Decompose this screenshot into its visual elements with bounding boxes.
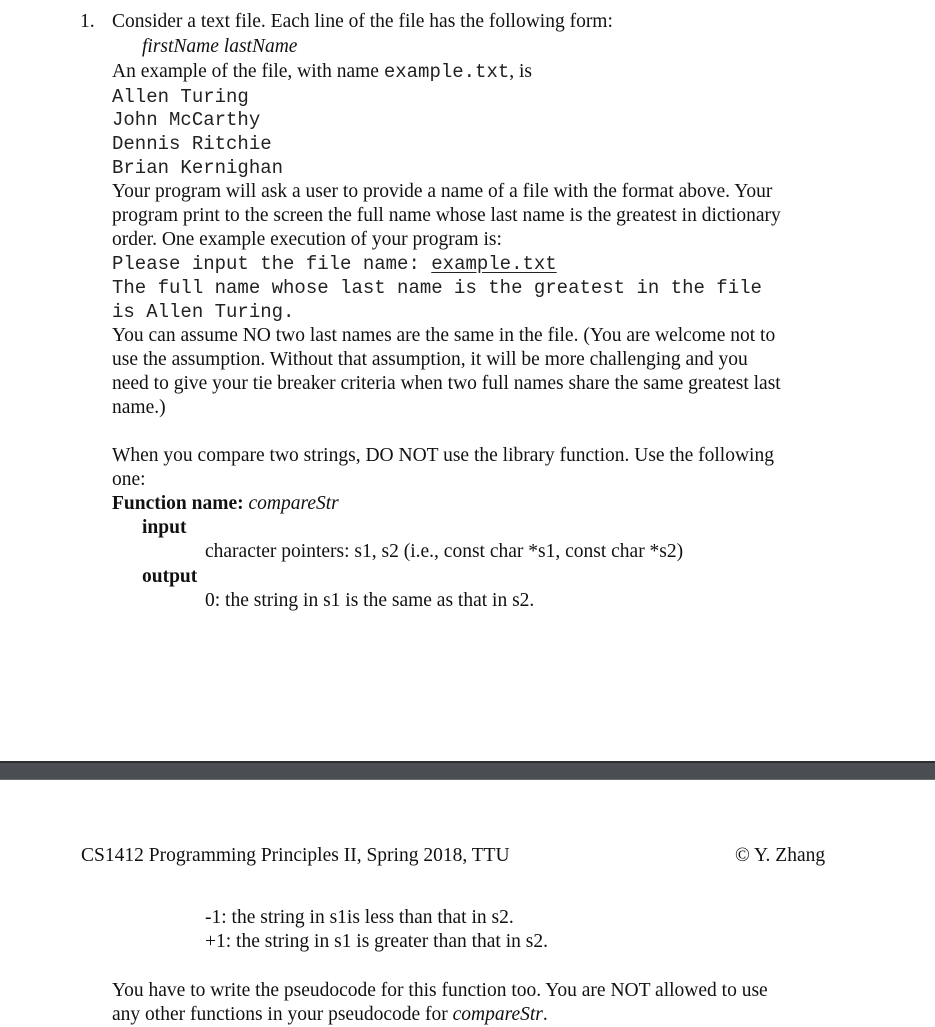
pseudocode-prefix: any other functions in your pseudocode for <box>112 1004 453 1025</box>
input-description: character pointers: s1, s2 (i.e., const char *s1, const char *s2) <box>205 541 684 562</box>
pseudocode-line <box>112 1003 548 1027</box>
assumption-line: You can assume NO two last names are the same in the file. (You are welcome not to <box>112 325 776 346</box>
exec-input: example.txt <box>431 253 557 275</box>
example-prefix: An example of the file, with name <box>112 61 384 82</box>
assumption-line: need to give your tie breaker criteria when two full names share the same greatest last <box>112 373 781 394</box>
output-description: +1: the string in s1 is greater than that in s2. <box>205 931 548 952</box>
assumption-line: use the assumption. Without that assumption, it will be more challenging and you <box>112 349 748 370</box>
file-line: John McCarthy <box>112 109 261 131</box>
file-line: Allen Turing <box>112 86 249 108</box>
footer-author: © Y. Zhang <box>735 845 826 866</box>
function-name: compareStr <box>248 493 339 514</box>
file-line: Brian Kernighan <box>112 157 284 179</box>
compare-line: one: <box>112 469 146 490</box>
page-break-divider <box>0 761 935 780</box>
pseudocode-suffix: . <box>542 1004 548 1025</box>
output-description: -1: the string in s1is less than that in s2. <box>205 907 514 928</box>
exec-prompt: Please input the file name: <box>112 253 432 275</box>
question-number: 1. <box>80 11 95 32</box>
description-line: Your program will ask a user to provide a name of a file with the format above. Your <box>112 181 773 202</box>
example-filename: example.txt <box>383 61 510 83</box>
output-description: 0: the string in s1 is the same as that in s2. <box>205 590 535 611</box>
example-suffix: , is <box>509 61 533 82</box>
description-line: program print to the screen the full name whose last name is the greatest in dictionary <box>112 205 781 226</box>
exec-output-line: is Allen Turing. <box>112 301 295 323</box>
exec-prompt-line <box>112 252 557 276</box>
compare-line: When you compare two strings, DO NOT use the library function. Use the following <box>112 445 774 466</box>
pseudocode-line: You have to write the pseudocode for this function too. You are NOT allowed to use <box>112 980 768 1001</box>
file-line: Dennis Ritchie <box>112 133 272 155</box>
question-intro: Consider a text file. Each line of the file has the following form: <box>112 11 613 32</box>
example-line <box>112 60 532 84</box>
assumption-line: name.) <box>112 397 166 418</box>
pseudocode-function-name: compareStr <box>452 1004 543 1025</box>
output-label: output <box>142 566 198 587</box>
footer-course: CS1412 Programming Principles II, Spring 2018, TTU <box>81 845 510 866</box>
description-line: order. One example execution of your program is: <box>112 229 502 250</box>
format-line: firstName lastName <box>142 36 298 57</box>
exec-output-line: The full name whose last name is the greatest in the file <box>112 277 762 299</box>
function-name-line <box>112 492 339 516</box>
input-label: input <box>142 517 187 538</box>
function-label: Function name: <box>112 493 249 514</box>
